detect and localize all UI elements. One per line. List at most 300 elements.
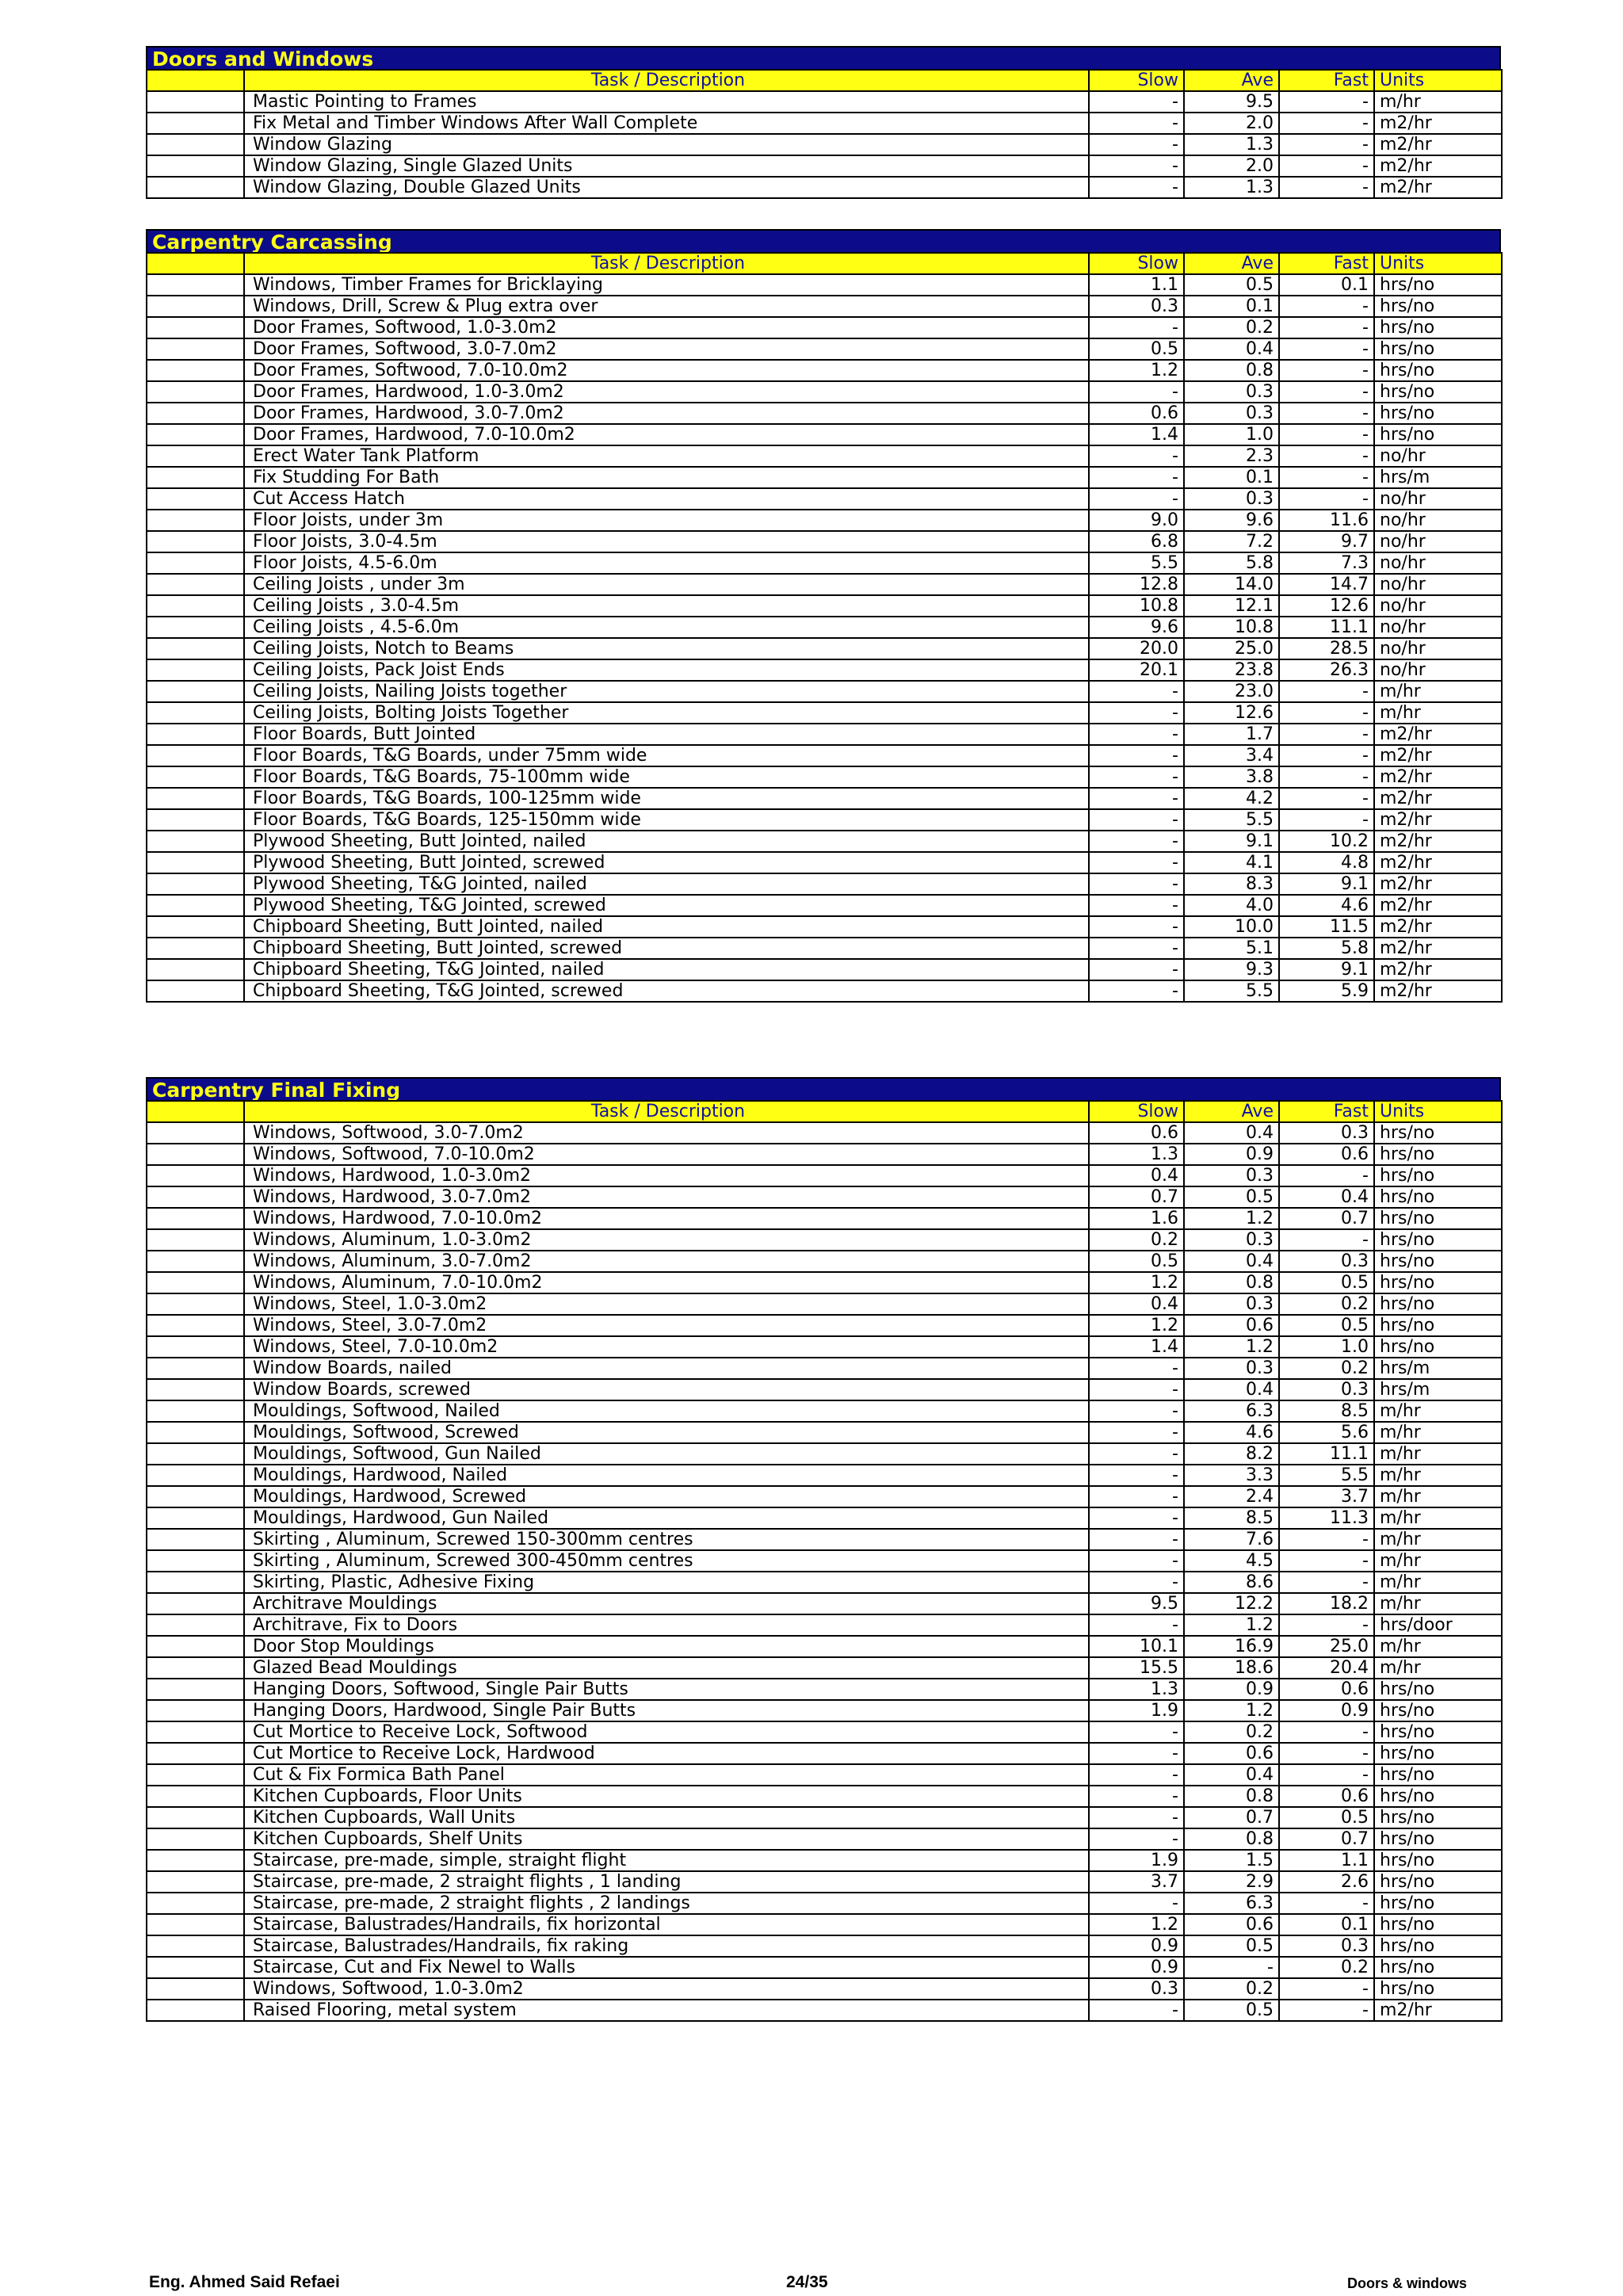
table-row bbox=[147, 852, 1502, 873]
fast-cell: 14.7 bbox=[1279, 574, 1374, 595]
slow-cell: - bbox=[1089, 745, 1184, 766]
row-blank-cell bbox=[147, 959, 244, 980]
header-blank-cell bbox=[147, 70, 244, 91]
fast-cell: 0.5 bbox=[1279, 1807, 1374, 1828]
section-carpentry-carcassing bbox=[146, 229, 1501, 1003]
row-blank-cell bbox=[147, 296, 244, 317]
slow-cell: - bbox=[1089, 959, 1184, 980]
fast-cell: 10.2 bbox=[1279, 831, 1374, 852]
row-blank-cell bbox=[147, 788, 244, 809]
slow-cell: - bbox=[1089, 1358, 1184, 1379]
fast-cell: 25.0 bbox=[1279, 1636, 1374, 1657]
task-description-cell: Architrave, Fix to Doors bbox=[244, 1614, 1089, 1636]
fast-cell: 0.2 bbox=[1279, 1358, 1374, 1379]
task-description-cell: Kitchen Cupboards, Wall Units bbox=[244, 1807, 1089, 1828]
slow-cell: - bbox=[1089, 1786, 1184, 1807]
units-cell: hrs/no bbox=[1374, 1764, 1502, 1786]
ave-cell: 8.6 bbox=[1184, 1572, 1279, 1593]
task-description-cell: Floor Boards, Butt Jointed bbox=[244, 724, 1089, 745]
ave-cell: 23.0 bbox=[1184, 681, 1279, 702]
slow-cell: 9.6 bbox=[1089, 617, 1184, 638]
units-cell: no/hr bbox=[1374, 638, 1502, 659]
header-units: Units bbox=[1374, 1101, 1502, 1122]
task-description-cell: Floor Boards, T&G Boards, 125-150mm wide bbox=[244, 809, 1089, 831]
row-blank-cell bbox=[147, 1957, 244, 1978]
ave-cell: 0.3 bbox=[1184, 381, 1279, 403]
units-cell: m/hr bbox=[1374, 1593, 1502, 1614]
ave-cell: 23.8 bbox=[1184, 659, 1279, 681]
footer-author: Eng. Ahmed Said Refaei bbox=[149, 2273, 340, 2291]
table-row bbox=[147, 134, 1502, 155]
units-cell: hrs/no bbox=[1374, 274, 1502, 296]
row-blank-cell bbox=[147, 724, 244, 745]
slow-cell: - bbox=[1089, 317, 1184, 338]
fast-cell: - bbox=[1279, 1165, 1374, 1186]
slow-cell: 0.3 bbox=[1089, 296, 1184, 317]
units-cell: m/hr bbox=[1374, 1572, 1502, 1593]
units-cell: hrs/no bbox=[1374, 338, 1502, 360]
units-cell: hrs/no bbox=[1374, 1786, 1502, 1807]
rates-table bbox=[146, 69, 1503, 199]
task-description-cell: Chipboard Sheeting, T&G Jointed, nailed bbox=[244, 959, 1089, 980]
task-description-cell: Mouldings, Softwood, Nailed bbox=[244, 1400, 1089, 1422]
ave-cell: 6.3 bbox=[1184, 1400, 1279, 1422]
fast-cell: - bbox=[1279, 809, 1374, 831]
fast-cell: 9.1 bbox=[1279, 873, 1374, 895]
header-task: Task / Description bbox=[244, 70, 1089, 91]
ave-cell: 3.8 bbox=[1184, 766, 1279, 788]
row-blank-cell bbox=[147, 1700, 244, 1721]
units-cell: no/hr bbox=[1374, 510, 1502, 531]
section-title: Carpentry Final Fixing bbox=[146, 1077, 1501, 1100]
ave-cell: 2.4 bbox=[1184, 1486, 1279, 1507]
header-blank-cell bbox=[147, 253, 244, 274]
task-description-cell: Window Glazing, Single Glazed Units bbox=[244, 155, 1089, 177]
table-row bbox=[147, 1550, 1502, 1572]
ave-cell: 4.0 bbox=[1184, 895, 1279, 916]
table-row bbox=[147, 1614, 1502, 1636]
task-description-cell: Chipboard Sheeting, T&G Jointed, screwed bbox=[244, 980, 1089, 1002]
table-row bbox=[147, 1893, 1502, 1914]
ave-cell: 1.2 bbox=[1184, 1208, 1279, 1229]
task-description-cell: Door Frames, Softwood, 1.0-3.0m2 bbox=[244, 317, 1089, 338]
row-blank-cell bbox=[147, 1593, 244, 1614]
fast-cell: - bbox=[1279, 467, 1374, 488]
table-row bbox=[147, 745, 1502, 766]
row-blank-cell bbox=[147, 1251, 244, 1272]
header-fast: Fast bbox=[1279, 253, 1374, 274]
fast-cell: - bbox=[1279, 296, 1374, 317]
row-blank-cell bbox=[147, 638, 244, 659]
slow-cell: 1.4 bbox=[1089, 424, 1184, 445]
task-description-cell: Windows, Aluminum, 1.0-3.0m2 bbox=[244, 1229, 1089, 1251]
units-cell: hrs/no bbox=[1374, 1700, 1502, 1721]
units-cell: m/hr bbox=[1374, 702, 1502, 724]
fast-cell: - bbox=[1279, 445, 1374, 467]
task-description-cell: Window Glazing, Double Glazed Units bbox=[244, 177, 1089, 198]
ave-cell: 5.8 bbox=[1184, 552, 1279, 574]
section-title: Carpentry Carcassing bbox=[146, 229, 1501, 252]
units-cell: m2/hr bbox=[1374, 724, 1502, 745]
slow-cell: 5.5 bbox=[1089, 552, 1184, 574]
units-cell: m2/hr bbox=[1374, 916, 1502, 938]
ave-cell: 12.2 bbox=[1184, 1593, 1279, 1614]
fast-cell: - bbox=[1279, 155, 1374, 177]
fast-cell: 1.1 bbox=[1279, 1850, 1374, 1871]
units-cell: m/hr bbox=[1374, 1465, 1502, 1486]
row-blank-cell bbox=[147, 659, 244, 681]
units-cell: m/hr bbox=[1374, 1486, 1502, 1507]
ave-cell: 0.6 bbox=[1184, 1914, 1279, 1935]
table-row bbox=[147, 531, 1502, 552]
table-row bbox=[147, 1422, 1502, 1443]
task-description-cell: Hanging Doors, Softwood, Single Pair Butts bbox=[244, 1679, 1089, 1700]
row-blank-cell bbox=[147, 338, 244, 360]
slow-cell: 20.1 bbox=[1089, 659, 1184, 681]
fast-cell: - bbox=[1279, 360, 1374, 381]
units-cell: hrs/no bbox=[1374, 1315, 1502, 1336]
task-description-cell: Windows, Hardwood, 7.0-10.0m2 bbox=[244, 1208, 1089, 1229]
ave-cell: 25.0 bbox=[1184, 638, 1279, 659]
fast-cell: 0.6 bbox=[1279, 1786, 1374, 1807]
slow-cell: - bbox=[1089, 381, 1184, 403]
units-cell: m/hr bbox=[1374, 1507, 1502, 1529]
ave-cell: 5.5 bbox=[1184, 980, 1279, 1002]
row-blank-cell bbox=[147, 1807, 244, 1828]
row-blank-cell bbox=[147, 1764, 244, 1786]
header-fast: Fast bbox=[1279, 70, 1374, 91]
task-description-cell: Windows, Softwood, 1.0-3.0m2 bbox=[244, 1978, 1089, 2000]
fast-cell: 0.5 bbox=[1279, 1272, 1374, 1293]
slow-cell: - bbox=[1089, 1486, 1184, 1507]
fast-cell: 0.2 bbox=[1279, 1293, 1374, 1315]
slow-cell: - bbox=[1089, 1721, 1184, 1743]
fast-cell: - bbox=[1279, 1721, 1374, 1743]
row-blank-cell bbox=[147, 2000, 244, 2021]
task-description-cell: Windows, Timber Frames for Bricklaying bbox=[244, 274, 1089, 296]
fast-cell: - bbox=[1279, 317, 1374, 338]
task-description-cell: Mouldings, Hardwood, Screwed bbox=[244, 1486, 1089, 1507]
table-row bbox=[147, 1593, 1502, 1614]
ave-cell: - bbox=[1184, 1957, 1279, 1978]
units-cell: hrs/no bbox=[1374, 1935, 1502, 1957]
row-blank-cell bbox=[147, 1636, 244, 1657]
ave-cell: 0.6 bbox=[1184, 1315, 1279, 1336]
task-description-cell: Floor Boards, T&G Boards, 75-100mm wide bbox=[244, 766, 1089, 788]
units-cell: m/hr bbox=[1374, 1636, 1502, 1657]
slow-cell: - bbox=[1089, 1828, 1184, 1850]
task-description-cell: Staircase, Balustrades/Handrails, fix horizontal bbox=[244, 1914, 1089, 1935]
units-cell: m2/hr bbox=[1374, 895, 1502, 916]
ave-cell: 0.8 bbox=[1184, 1828, 1279, 1850]
fast-cell: 20.4 bbox=[1279, 1657, 1374, 1679]
row-blank-cell bbox=[147, 1679, 244, 1700]
table-row bbox=[147, 1807, 1502, 1828]
fast-cell: - bbox=[1279, 177, 1374, 198]
fast-cell: 0.2 bbox=[1279, 1957, 1374, 1978]
table-row bbox=[147, 702, 1502, 724]
slow-cell: 1.2 bbox=[1089, 1315, 1184, 1336]
task-description-cell: Windows, Steel, 1.0-3.0m2 bbox=[244, 1293, 1089, 1315]
ave-cell: 0.1 bbox=[1184, 296, 1279, 317]
row-blank-cell bbox=[147, 1465, 244, 1486]
table-row bbox=[147, 788, 1502, 809]
row-blank-cell bbox=[147, 381, 244, 403]
ave-cell: 1.3 bbox=[1184, 177, 1279, 198]
header-units: Units bbox=[1374, 253, 1502, 274]
section-doors-and-windows bbox=[146, 46, 1501, 199]
ave-cell: 0.4 bbox=[1184, 1251, 1279, 1272]
row-blank-cell bbox=[147, 1272, 244, 1293]
table-row bbox=[147, 445, 1502, 467]
slow-cell: - bbox=[1089, 938, 1184, 959]
header-slow: Slow bbox=[1089, 70, 1184, 91]
task-description-cell: Mouldings, Hardwood, Gun Nailed bbox=[244, 1507, 1089, 1529]
fast-cell: 5.8 bbox=[1279, 938, 1374, 959]
table-row bbox=[147, 1914, 1502, 1935]
task-description-cell: Cut Mortice to Receive Lock, Softwood bbox=[244, 1721, 1089, 1743]
header-units: Units bbox=[1374, 70, 1502, 91]
units-cell: m2/hr bbox=[1374, 113, 1502, 134]
ave-cell: 16.9 bbox=[1184, 1636, 1279, 1657]
ave-cell: 0.4 bbox=[1184, 1379, 1279, 1400]
units-cell: hrs/no bbox=[1374, 1208, 1502, 1229]
ave-cell: 12.6 bbox=[1184, 702, 1279, 724]
table-row bbox=[147, 1871, 1502, 1893]
task-description-cell: Ceiling Joists , 3.0-4.5m bbox=[244, 595, 1089, 617]
slow-cell: 1.2 bbox=[1089, 1272, 1184, 1293]
slow-cell: 0.4 bbox=[1089, 1293, 1184, 1315]
slow-cell: - bbox=[1089, 1529, 1184, 1550]
task-description-cell: Windows, Steel, 3.0-7.0m2 bbox=[244, 1315, 1089, 1336]
row-blank-cell bbox=[147, 1229, 244, 1251]
slow-cell: - bbox=[1089, 702, 1184, 724]
ave-cell: 4.5 bbox=[1184, 1550, 1279, 1572]
task-description-cell: Fix Studding For Bath bbox=[244, 467, 1089, 488]
fast-cell: 3.7 bbox=[1279, 1486, 1374, 1507]
units-cell: no/hr bbox=[1374, 445, 1502, 467]
table-row bbox=[147, 488, 1502, 510]
units-cell: no/hr bbox=[1374, 488, 1502, 510]
row-blank-cell bbox=[147, 424, 244, 445]
row-blank-cell bbox=[147, 1486, 244, 1507]
task-description-cell: Windows, Drill, Screw & Plug extra over bbox=[244, 296, 1089, 317]
fast-cell: 11.3 bbox=[1279, 1507, 1374, 1529]
units-cell: hrs/no bbox=[1374, 1144, 1502, 1165]
fast-cell: - bbox=[1279, 702, 1374, 724]
ave-cell: 0.5 bbox=[1184, 274, 1279, 296]
row-blank-cell bbox=[147, 1208, 244, 1229]
units-cell: hrs/no bbox=[1374, 1293, 1502, 1315]
ave-cell: 18.6 bbox=[1184, 1657, 1279, 1679]
task-description-cell: Cut Mortice to Receive Lock, Hardwood bbox=[244, 1743, 1089, 1764]
slow-cell: - bbox=[1089, 155, 1184, 177]
slow-cell: 0.3 bbox=[1089, 1978, 1184, 2000]
task-description-cell: Door Frames, Softwood, 7.0-10.0m2 bbox=[244, 360, 1089, 381]
units-cell: hrs/no bbox=[1374, 1186, 1502, 1208]
row-blank-cell bbox=[147, 1828, 244, 1850]
row-blank-cell bbox=[147, 702, 244, 724]
ave-cell: 4.6 bbox=[1184, 1422, 1279, 1443]
row-blank-cell bbox=[147, 134, 244, 155]
row-blank-cell bbox=[147, 552, 244, 574]
fast-cell: - bbox=[1279, 681, 1374, 702]
ave-cell: 0.3 bbox=[1184, 1229, 1279, 1251]
table-row bbox=[147, 659, 1502, 681]
row-blank-cell bbox=[147, 574, 244, 595]
header-task: Task / Description bbox=[244, 1101, 1089, 1122]
slow-cell: - bbox=[1089, 1614, 1184, 1636]
slow-cell: - bbox=[1089, 445, 1184, 467]
table-row bbox=[147, 1229, 1502, 1251]
row-blank-cell bbox=[147, 1186, 244, 1208]
fast-cell: 4.8 bbox=[1279, 852, 1374, 873]
row-blank-cell bbox=[147, 595, 244, 617]
ave-cell: 0.4 bbox=[1184, 338, 1279, 360]
row-blank-cell bbox=[147, 809, 244, 831]
table-row bbox=[147, 1572, 1502, 1593]
task-description-cell: Ceiling Joists, Nailing Joists together bbox=[244, 681, 1089, 702]
table-row bbox=[147, 91, 1502, 113]
row-blank-cell bbox=[147, 1850, 244, 1871]
ave-cell: 9.3 bbox=[1184, 959, 1279, 980]
row-blank-cell bbox=[147, 873, 244, 895]
slow-cell: 1.6 bbox=[1089, 1208, 1184, 1229]
slow-cell: 1.3 bbox=[1089, 1679, 1184, 1700]
slow-cell: - bbox=[1089, 724, 1184, 745]
units-cell: no/hr bbox=[1374, 552, 1502, 574]
table-row bbox=[147, 317, 1502, 338]
fast-cell: - bbox=[1279, 488, 1374, 510]
table-row bbox=[147, 1828, 1502, 1850]
ave-cell: 6.3 bbox=[1184, 1893, 1279, 1914]
units-cell: hrs/door bbox=[1374, 1614, 1502, 1636]
table-row bbox=[147, 895, 1502, 916]
units-cell: m2/hr bbox=[1374, 831, 1502, 852]
units-cell: hrs/no bbox=[1374, 1165, 1502, 1186]
table-row bbox=[147, 1507, 1502, 1529]
header-slow: Slow bbox=[1089, 253, 1184, 274]
units-cell: m/hr bbox=[1374, 1657, 1502, 1679]
fast-cell: 0.1 bbox=[1279, 274, 1374, 296]
units-cell: m2/hr bbox=[1374, 873, 1502, 895]
row-blank-cell bbox=[147, 1507, 244, 1529]
row-blank-cell bbox=[147, 1550, 244, 1572]
slow-cell: - bbox=[1089, 916, 1184, 938]
ave-cell: 0.8 bbox=[1184, 1272, 1279, 1293]
row-blank-cell bbox=[147, 1165, 244, 1186]
fast-cell: 0.1 bbox=[1279, 1914, 1374, 1935]
fast-cell: - bbox=[1279, 1550, 1374, 1572]
ave-cell: 0.7 bbox=[1184, 1807, 1279, 1828]
ave-cell: 1.5 bbox=[1184, 1850, 1279, 1871]
ave-cell: 0.3 bbox=[1184, 1358, 1279, 1379]
slow-cell: - bbox=[1089, 1572, 1184, 1593]
table-row bbox=[147, 1144, 1502, 1165]
table-row bbox=[147, 1358, 1502, 1379]
table-row bbox=[147, 510, 1502, 531]
row-blank-cell bbox=[147, 1657, 244, 1679]
task-description-cell: Mouldings, Hardwood, Nailed bbox=[244, 1465, 1089, 1486]
ave-cell: 0.9 bbox=[1184, 1679, 1279, 1700]
units-cell: hrs/no bbox=[1374, 1807, 1502, 1828]
slow-cell: - bbox=[1089, 873, 1184, 895]
slow-cell: 3.7 bbox=[1089, 1871, 1184, 1893]
ave-cell: 0.8 bbox=[1184, 360, 1279, 381]
row-blank-cell bbox=[147, 1786, 244, 1807]
units-cell: hrs/no bbox=[1374, 381, 1502, 403]
table-row bbox=[147, 766, 1502, 788]
table-row bbox=[147, 1700, 1502, 1721]
units-cell: hrs/no bbox=[1374, 1336, 1502, 1358]
task-description-cell: Architrave Mouldings bbox=[244, 1593, 1089, 1614]
rates-table bbox=[146, 1100, 1503, 2022]
task-description-cell: Staircase, Cut and Fix Newel to Walls bbox=[244, 1957, 1089, 1978]
fast-cell: 0.6 bbox=[1279, 1144, 1374, 1165]
units-cell: m/hr bbox=[1374, 1400, 1502, 1422]
units-cell: hrs/no bbox=[1374, 1721, 1502, 1743]
table-row bbox=[147, 980, 1502, 1002]
fast-cell: - bbox=[1279, 338, 1374, 360]
fast-cell: 7.3 bbox=[1279, 552, 1374, 574]
header-fast: Fast bbox=[1279, 1101, 1374, 1122]
ave-cell: 12.1 bbox=[1184, 595, 1279, 617]
slow-cell: - bbox=[1089, 980, 1184, 1002]
task-description-cell: Plywood Sheeting, T&G Jointed, nailed bbox=[244, 873, 1089, 895]
row-blank-cell bbox=[147, 1144, 244, 1165]
row-blank-cell bbox=[147, 1422, 244, 1443]
table-row bbox=[147, 2000, 1502, 2021]
task-description-cell: Door Frames, Softwood, 3.0-7.0m2 bbox=[244, 338, 1089, 360]
task-description-cell: Plywood Sheeting, Butt Jointed, nailed bbox=[244, 831, 1089, 852]
header-slow: Slow bbox=[1089, 1101, 1184, 1122]
task-description-cell: Chipboard Sheeting, Butt Jointed, screwed bbox=[244, 938, 1089, 959]
units-cell: hrs/no bbox=[1374, 296, 1502, 317]
task-description-cell: Staircase, pre-made, 2 straight flights , 1 landing bbox=[244, 1871, 1089, 1893]
table-row bbox=[147, 1764, 1502, 1786]
fast-cell: 28.5 bbox=[1279, 638, 1374, 659]
units-cell: m/hr bbox=[1374, 681, 1502, 702]
fast-cell: 4.6 bbox=[1279, 895, 1374, 916]
units-cell: m/hr bbox=[1374, 1443, 1502, 1465]
row-blank-cell bbox=[147, 1336, 244, 1358]
fast-cell: 26.3 bbox=[1279, 659, 1374, 681]
table-row bbox=[147, 1165, 1502, 1186]
ave-cell: 3.4 bbox=[1184, 745, 1279, 766]
task-description-cell: Ceiling Joists, Pack Joist Ends bbox=[244, 659, 1089, 681]
row-blank-cell bbox=[147, 1358, 244, 1379]
slow-cell: - bbox=[1089, 766, 1184, 788]
units-cell: no/hr bbox=[1374, 574, 1502, 595]
task-description-cell: Door Stop Mouldings bbox=[244, 1636, 1089, 1657]
fast-cell: 2.6 bbox=[1279, 1871, 1374, 1893]
fast-cell: - bbox=[1279, 91, 1374, 113]
table-row bbox=[147, 959, 1502, 980]
ave-cell: 0.8 bbox=[1184, 1786, 1279, 1807]
units-cell: hrs/m bbox=[1374, 1358, 1502, 1379]
units-cell: no/hr bbox=[1374, 659, 1502, 681]
table-row bbox=[147, 296, 1502, 317]
table-row bbox=[147, 1721, 1502, 1743]
slow-cell: 20.0 bbox=[1089, 638, 1184, 659]
task-description-cell: Floor Joists, under 3m bbox=[244, 510, 1089, 531]
table-row bbox=[147, 595, 1502, 617]
slow-cell: 0.6 bbox=[1089, 403, 1184, 424]
task-description-cell: Staircase, pre-made, simple, straight flight bbox=[244, 1850, 1089, 1871]
units-cell: hrs/no bbox=[1374, 317, 1502, 338]
fast-cell: 0.9 bbox=[1279, 1700, 1374, 1721]
table-row bbox=[147, 1336, 1502, 1358]
